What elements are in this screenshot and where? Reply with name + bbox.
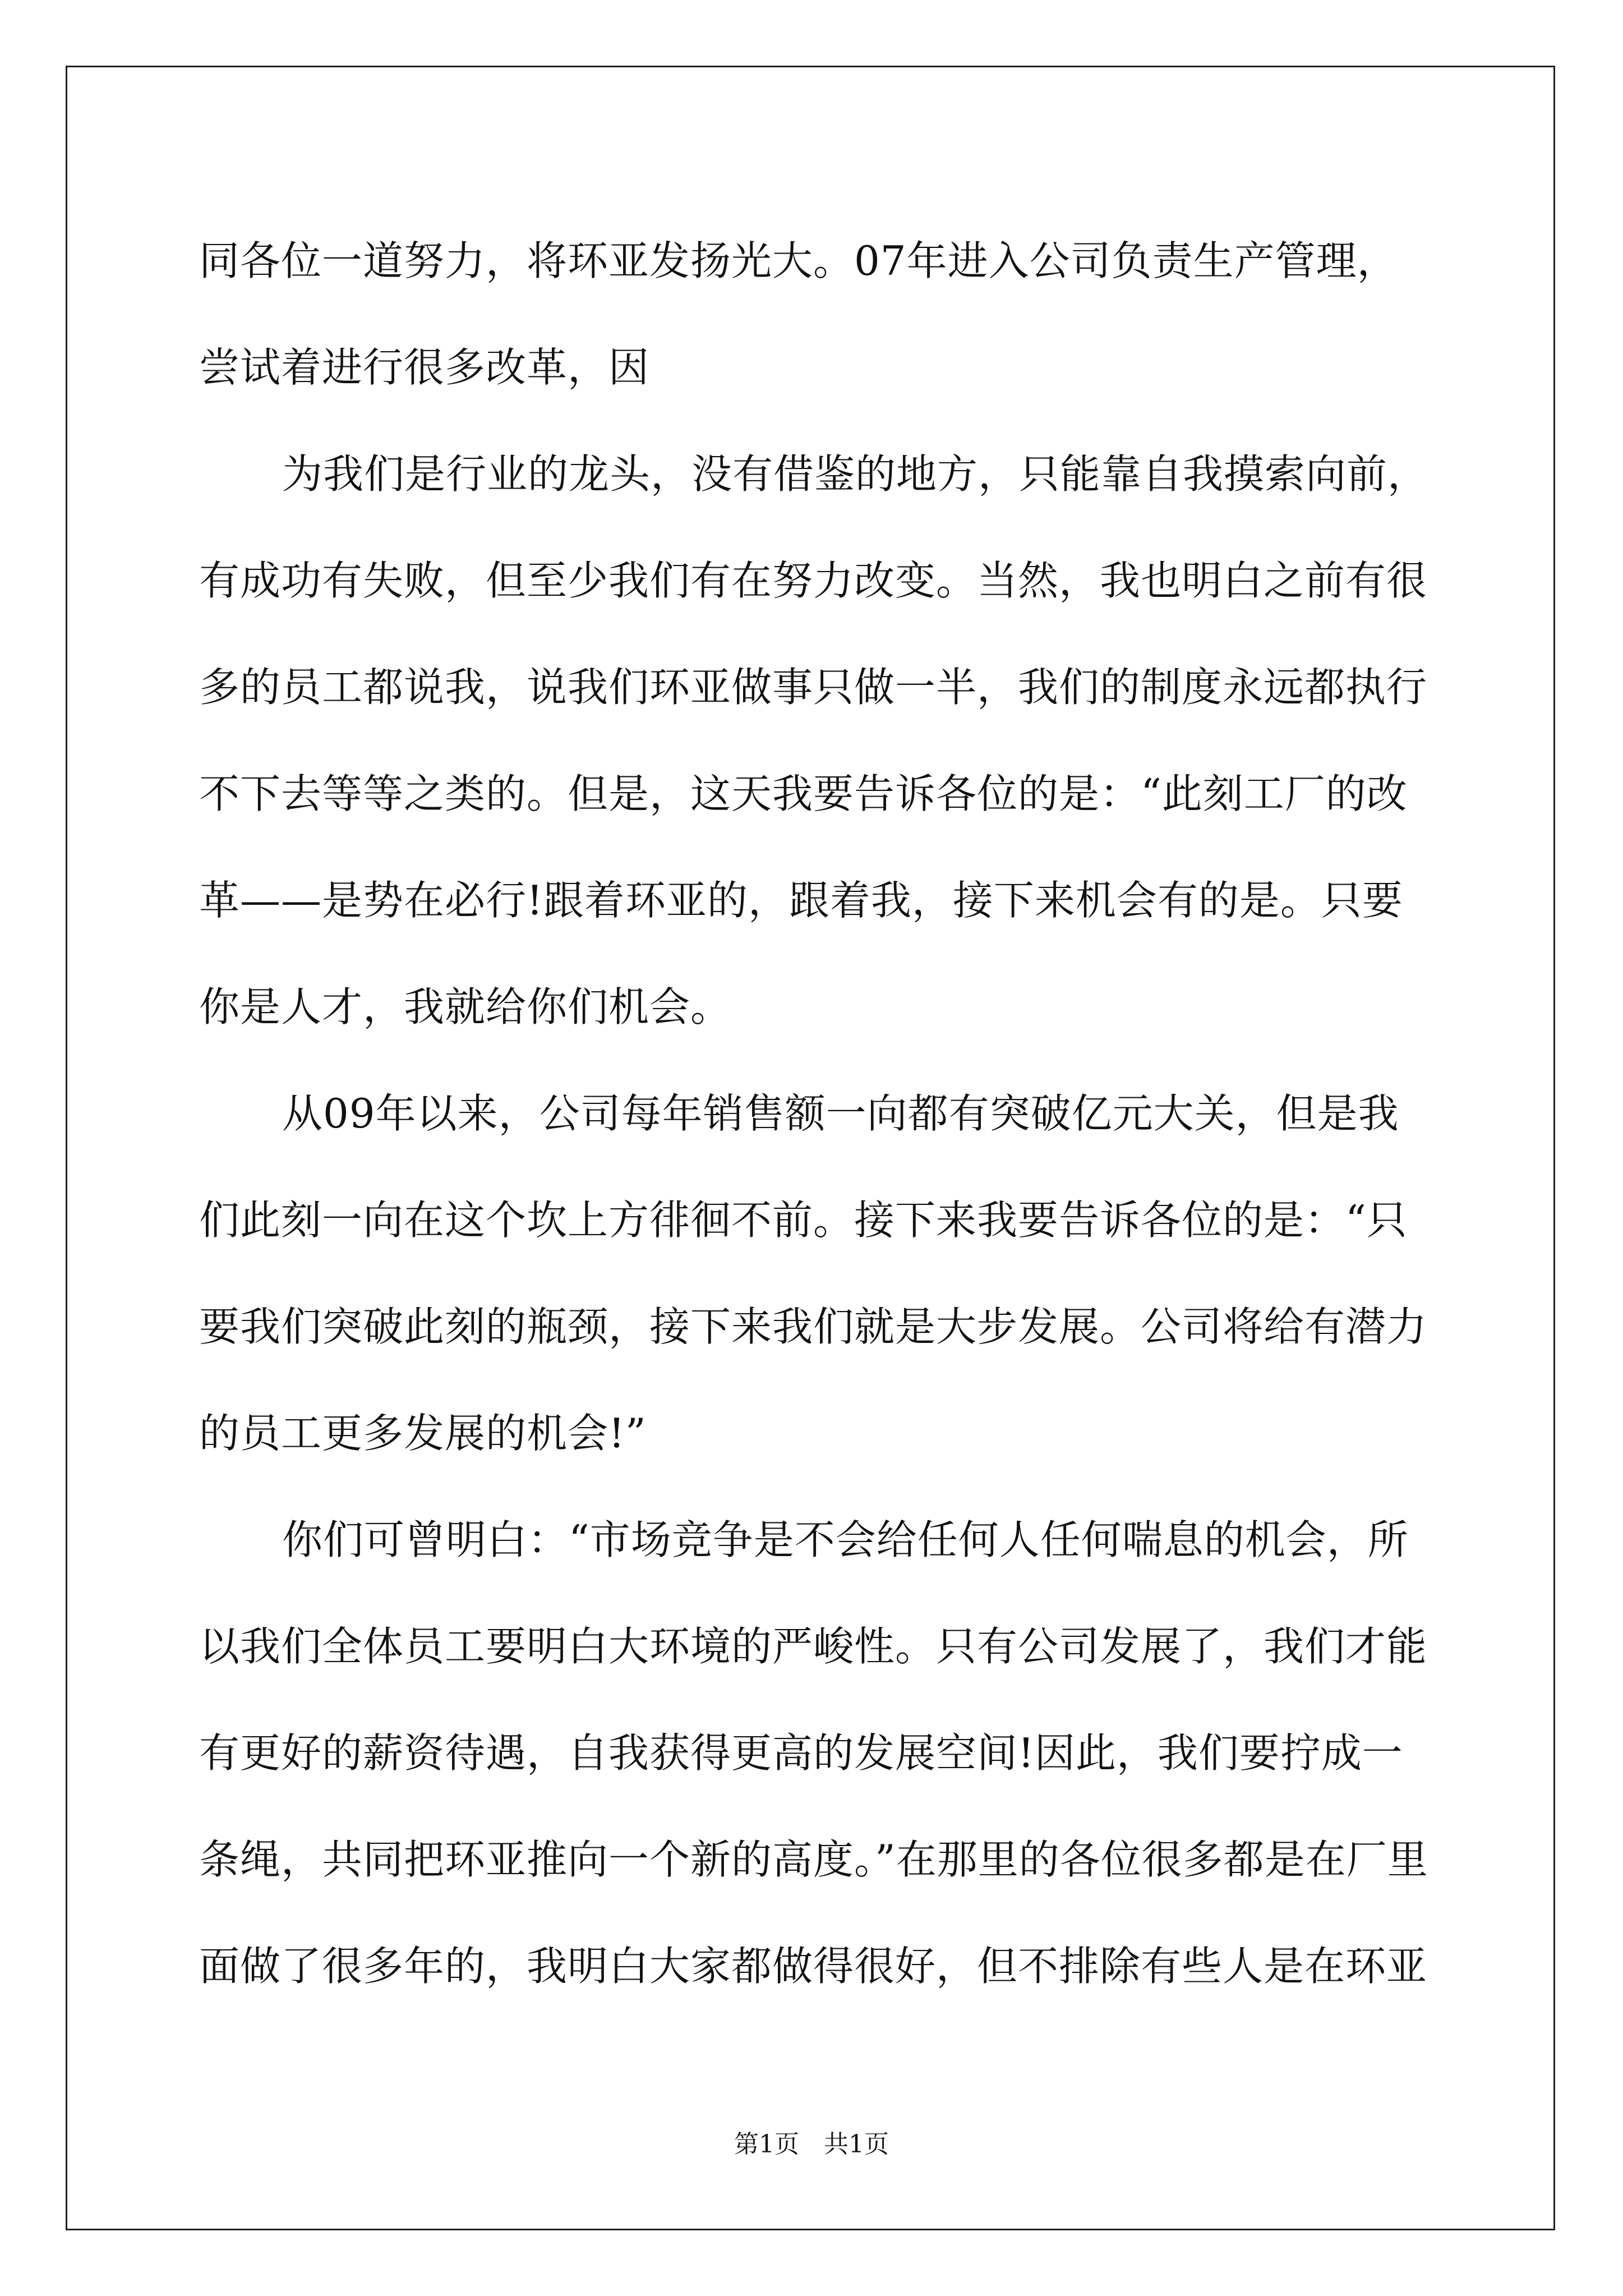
paragraph-4: 你们可曾明白：“市场竞争是不会给任何人任何喘息的机会，所以我们全体员工要明白大环境的严峻性。只有公司发展了，我们才能有更好的薪资待遇，自我获得更高的发展空间!因此，我们要拧成一条绳，共同把环亚推向一个新的高度。”在那里的各位很多都是在厂里面做了很多年的，我明白大家都做得很好，但不排除有些人是在环亚	[199, 1516, 1428, 1990]
paragraph-2: 为我们是行业的龙头，没有借鉴的地方，只能靠自我摸索向前，有成功有失败，但至少我们有在努力改变。当然，我也明白之前有很多的员工都说我，说我们环亚做事只做一半，我们的制度永远都执行不下去等等之类的。但是，这天我要告诉各位的是：“此刻工厂的改革——是势在必行!跟着环亚的，跟着我，接下来机会有的是。只要你是人才，我就给你们机会。	[199, 450, 1429, 1030]
paragraph-3: 从09年以来，公司每年销售额一向都有突破亿元大关，但是我们此刻一向在这个坎上方徘徊不前。接下来我要告诉各位的是：“只要我们突破此刻的瓶颈，接下来我们就是大步发展。公司将给有潜力的员工更多发展的机会!”	[199, 1090, 1428, 1457]
paragraph-1: 同各位一道努力，将环亚发扬光大。07年进入公司负责生产管理，尝试着进行很多改革，因	[199, 237, 1398, 391]
document-body	[199, 208, 1433, 2019]
page-number-footer: 第1页 共1页	[734, 2130, 889, 2159]
